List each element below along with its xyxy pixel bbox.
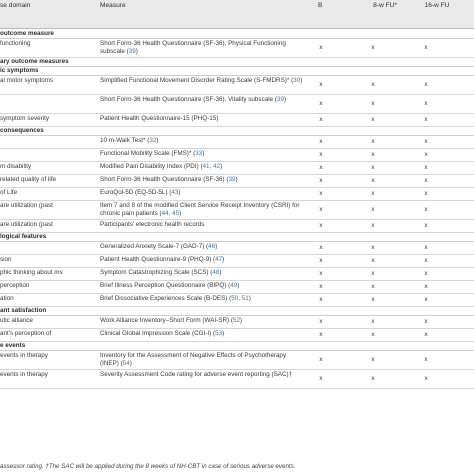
fu16-mark: x (424, 356, 428, 363)
fu8-mark: x (371, 244, 375, 251)
row-measure: Inventory for the Assessment of Negative Effects of Psychotherapy (INEP) (54) (100, 352, 287, 367)
table-row (0, 328, 474, 342)
row-domain: ation (0, 295, 14, 302)
row-domain: perception (0, 282, 30, 289)
reference-link[interactable]: 52 (232, 317, 240, 324)
fu16-mark: x (424, 270, 428, 277)
fu8-mark: x (371, 190, 375, 197)
fu16-mark: x (424, 100, 428, 107)
table-row (0, 219, 474, 233)
row-measure: Work Alliance Inventory–Short Form (WAI-SR) (52) (100, 317, 243, 324)
baseline-mark: x (319, 375, 323, 382)
row-measure: Patient Health Questionnaire-9 (PHQ-9) (47) (100, 256, 225, 263)
row-measure: Item 7 and 8 of the modified Client Service Receipt Inventory (CSRI) for chronic pain patients (44, 45) (100, 202, 300, 217)
row-domain: m disability (0, 163, 32, 170)
baseline-mark: x (319, 318, 323, 325)
section-title: ant satisfaction (0, 307, 47, 314)
fu8-mark: x (371, 100, 375, 107)
baseline-mark: x (319, 296, 323, 303)
row-measure: Modified Pain Disability Index (PDI) (41, 42) (100, 163, 223, 170)
table-header (0, 0, 474, 29)
row-measure: Symptom Catastrophizing Scale (SCS) (48) (100, 269, 222, 276)
row-domain: symptom severity (0, 115, 49, 122)
fu16-mark: x (424, 190, 428, 197)
reference-link[interactable]: 44, 45 (161, 210, 180, 217)
reference-link[interactable]: 30 (293, 77, 301, 84)
row-domain: phic thinking about ms (0, 269, 63, 276)
fu8-mark: x (371, 318, 375, 325)
reference-link[interactable]: 49 (230, 282, 238, 289)
baseline-mark: x (319, 244, 323, 251)
fu16-mark: x (424, 375, 428, 382)
table-row (0, 113, 474, 127)
fu16-mark: x (424, 222, 428, 229)
fu16-mark: x (424, 296, 428, 303)
row-domain: ant's perception of (0, 330, 52, 337)
header-8w-followup: 8-w FU* (373, 2, 397, 9)
row-domain: of Life (0, 189, 18, 196)
header-domain: se domain (0, 2, 31, 9)
table-row (0, 94, 474, 114)
baseline-mark: x (319, 222, 323, 229)
fu16-mark: x (424, 138, 428, 145)
row-measure: Patient Health Questionnaire-15 (PHQ-15) (100, 115, 219, 122)
baseline-mark: x (319, 151, 323, 158)
fu8-mark: x (371, 331, 375, 338)
fu16-mark: x (424, 206, 428, 213)
baseline-mark: x (319, 283, 323, 290)
table-row (0, 75, 474, 95)
row-measure: Severity Assessment Code rating for adverse event reporting (SAC)† (100, 371, 293, 378)
row-domain: events in therapy (0, 352, 48, 359)
baseline-mark: x (319, 356, 323, 363)
row-domain: functioning (0, 40, 31, 47)
header-measure: Measure (100, 2, 126, 9)
fu8-mark: x (371, 375, 375, 382)
fu16-mark: x (424, 44, 428, 51)
fu8-mark: x (371, 177, 375, 184)
table-row (0, 174, 474, 188)
fu16-mark: x (424, 257, 428, 264)
row-domain: related quality of life (0, 176, 57, 183)
fu16-mark: x (424, 244, 428, 251)
fu8-mark: x (371, 222, 375, 229)
fu16-mark: x (424, 331, 428, 338)
table-row (0, 254, 474, 268)
table-row (0, 187, 474, 201)
baseline-mark: x (319, 177, 323, 184)
reference-link[interactable]: 33 (195, 150, 203, 157)
fu8-mark: x (371, 116, 375, 123)
row-measure: 10 m-Walk Test* (32) (100, 137, 159, 144)
table-row (0, 148, 474, 162)
fu8-mark: x (371, 44, 375, 51)
reference-link[interactable]: 48 (212, 269, 220, 276)
section-title: consequences (0, 127, 44, 134)
fu8-mark: x (371, 283, 375, 290)
reference-link[interactable]: 39 (276, 96, 284, 103)
header-16w-followup: 16-w FU (424, 2, 450, 9)
section-title: outcome measure (0, 30, 54, 37)
row-domain: are utilization (past (0, 202, 53, 209)
fu16-mark: x (424, 81, 428, 88)
section-title: ary outcome measures (0, 58, 69, 65)
row-measure: Simplified Functional Movement Disorder Rating Scale (S-FMDRS)* (30) (100, 77, 303, 84)
table-row (0, 350, 474, 370)
fu8-mark: x (371, 296, 375, 303)
reference-link[interactable]: 54 (122, 360, 130, 367)
fu16-mark: x (424, 151, 428, 158)
table-footnote: assessor rating. †The SAC will be applied during the 8 weeks of NH-CBT in case of serious adverse events. (0, 463, 296, 470)
fu8-mark: x (371, 164, 375, 171)
reference-link[interactable]: 47 (215, 256, 223, 263)
reference-link[interactable]: 53 (215, 330, 223, 337)
baseline-mark: x (319, 331, 323, 338)
section-title: ic symptoms (0, 67, 39, 74)
reference-link[interactable]: 50, 51 (231, 295, 249, 302)
fu8-mark: x (371, 138, 375, 145)
fu16-mark: x (424, 283, 428, 290)
baseline-mark: x (319, 164, 323, 171)
table-row (0, 315, 474, 329)
reference-link[interactable]: 43 (171, 189, 179, 196)
baseline-mark: x (319, 81, 323, 88)
table-row (0, 241, 474, 255)
row-measure: Functional Mobility Scale (FMS)* (33) (100, 150, 205, 157)
table-row (0, 135, 474, 149)
baseline-mark: x (319, 270, 323, 277)
row-measure: EuroQol-5D (EQ-5D-5L) (43) (100, 189, 181, 196)
fu8-mark: x (371, 257, 375, 264)
baseline-mark: x (319, 206, 323, 213)
reference-link[interactable]: 39 (228, 176, 236, 183)
fu8-mark: x (371, 356, 375, 363)
fu16-mark: x (424, 177, 428, 184)
row-domain: al motor symptoms (0, 77, 54, 84)
row-domain: sion (0, 256, 12, 263)
fu16-mark: x (424, 116, 428, 123)
table-row (0, 293, 474, 307)
baseline-mark: x (319, 116, 323, 123)
reference-link[interactable]: 46 (208, 243, 216, 250)
fu16-mark: x (424, 164, 428, 171)
fu16-mark: x (424, 318, 428, 325)
section-title: logical features (0, 233, 47, 240)
baseline-mark: x (319, 44, 323, 51)
table-row (0, 161, 474, 175)
row-measure: Participants' electronic health records (100, 221, 205, 228)
row-measure: Generalized Anxiety Scale-7 (GAD-7) (46) (100, 243, 218, 250)
table-row (0, 267, 474, 281)
row-measure: Short Form-36 Health Questionnaire (SF-36), Physical Functioning subscale (39) (100, 40, 286, 55)
row-domain: events in therapy (0, 371, 48, 378)
row-measure: Short Form-36 Health Questionnaire (SF-36) (39) (100, 176, 238, 183)
row-domain: are utilization (past (0, 221, 53, 228)
reference-link[interactable]: 39 (128, 48, 136, 55)
row-measure: Clinical Global Impression Scale (CGI-I) (53) (100, 330, 225, 337)
table-row (0, 369, 474, 389)
header-baseline: B (318, 2, 323, 9)
row-measure: Brief Illness Perception Questionnaire (BIPQ) (49) (100, 282, 240, 289)
fu8-mark: x (371, 151, 375, 158)
fu8-mark: x (371, 270, 375, 277)
row-domain: utic alliance (0, 317, 33, 324)
baseline-mark: x (319, 257, 323, 264)
baseline-mark: x (319, 138, 323, 145)
baseline-mark: x (319, 100, 323, 107)
fu8-mark: x (371, 81, 375, 88)
table-row (0, 200, 474, 220)
fu8-mark: x (371, 206, 375, 213)
table-row (0, 280, 474, 294)
reference-link[interactable]: 32 (149, 137, 157, 144)
reference-link[interactable]: 41, 42 (202, 163, 221, 170)
row-measure: Brief Dissociative Experiences Scale (B-DES) (50, 51) (100, 295, 251, 302)
row-measure: Short Form-36 Health Questionnaire (SF-36), Vitality subscale (39) (100, 96, 287, 103)
table-row (0, 38, 474, 58)
section-title: e events (0, 342, 26, 349)
baseline-mark: x (319, 190, 323, 197)
